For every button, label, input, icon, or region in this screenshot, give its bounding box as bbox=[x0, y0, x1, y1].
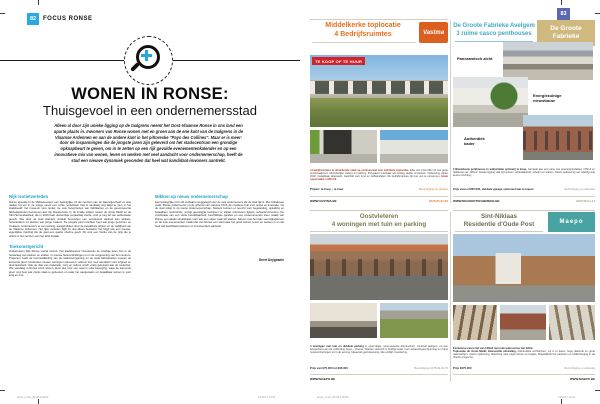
ad-rule bbox=[310, 231, 448, 232]
price-text: Prijs van €75.000 tot €95.000 bbox=[310, 366, 348, 370]
photo-renovated-school bbox=[310, 234, 448, 300]
ad-sint-niklaas-price-row bbox=[453, 366, 595, 370]
for-sale-label: TE KOOP OF TE HUUR bbox=[312, 57, 365, 65]
print-slug-left: focus_ronse_82-83.indd 82 bbox=[17, 396, 49, 399]
photo-caption: Authentiek kader bbox=[464, 136, 485, 146]
ad-description: Centraal aan een oase met woonoppervlakten 175m2 en dakterras van 100m2. Goede ligging vlak bij centrum, winkelaanbod, scholen en station. Casco oplevering met volledig vrije keuze inrichting. bbox=[453, 167, 596, 178]
photo-grote-markt bbox=[453, 234, 595, 302]
ad-description-bold: Toplocatie de Grote Markt, klassevolle uitstraling. bbox=[453, 349, 517, 353]
ad-description: in voormalige, gerenoveerde dorpsschool. Centraal gelegen, op een boogscheut van de verbinding Ieper – Veurne. Worden verkocht in huidige staat, met verkavelingsvergunning en ruime nutsvoorzieningen tot in de woning. Ideaal als gezinswoning, 2de verblijf, investering. bbox=[310, 344, 448, 355]
photo-loft-beams bbox=[453, 305, 497, 340]
vastma-logo: Vastma bbox=[419, 22, 448, 43]
photo-panorama-terrace bbox=[503, 42, 593, 80]
page-number-badge-right: 83 bbox=[557, 8, 570, 20]
ad-rule bbox=[312, 42, 416, 43]
section-label: FOCUS RONSE bbox=[43, 16, 93, 22]
logo-line: De Groote bbox=[550, 25, 582, 32]
ad-vastma-price-row bbox=[310, 187, 448, 191]
logo-line: Fabrieke bbox=[552, 33, 580, 40]
viewing-note: Bezichtiging 0475/46.39.76 bbox=[414, 366, 448, 370]
section-heading: Mikken op nieuw ondernemerschap bbox=[155, 194, 228, 199]
ad-rule bbox=[310, 374, 448, 375]
ad-description-bold: totale oppervlakte 1.000 m2. bbox=[310, 175, 448, 182]
ad-oostvleteren-title bbox=[310, 213, 448, 230]
ad-fabrieke-title bbox=[453, 22, 535, 38]
ad-vastma-title bbox=[310, 22, 416, 39]
photo-warehouse-interior bbox=[310, 130, 377, 163]
crop-mark bbox=[0, 390, 5, 391]
website-link[interactable]: WWW.VASTMA.BE bbox=[310, 199, 337, 203]
ad-title-line: De Groote Fabrieke Avelgem bbox=[453, 23, 535, 29]
magnifier-badge bbox=[124, 36, 173, 85]
ad-rule bbox=[310, 19, 448, 20]
ad-rule bbox=[310, 210, 448, 211]
ad-column-divider bbox=[450, 20, 451, 203]
article-paragraph: Ondertussen kijkt Ronse vooral vooruit. Het stadsbestuur investeerde de voorbije jaren fors in de heraanleg van pleinen en straten, in nieuwe fietsverbindingen en in de vergroening van het centrum. Projecten zoals de herontwikkeling van de stationsomgeving en de oude fabriekssites moeten de komende jaren honderden nieuwe woningen opleveren, telkens met veel aandacht voor erfgoed en duurzaamheid. Ook op vlak van onderwijs, zorg en cultuur wordt volop gebouwd aan de toekomst. Wie vandaag in Ronse komt wonen, kiest dus voor een stad in volle beweging, waar de komende jaren nog heel wat moois staat te gebeuren en waar het aangenaam en betaalbaar wonen is voor jong en oud. bbox=[9, 250, 131, 278]
photo-house-interior bbox=[310, 303, 377, 338]
ad-sint-niklaas-title bbox=[453, 213, 545, 230]
ad-title-line: Sint-Niklaas bbox=[480, 213, 518, 220]
photo-caption: Energiezuinige nieuwbouw bbox=[533, 93, 562, 103]
phone-number[interactable]: 0495/38.04.41 bbox=[575, 199, 595, 203]
ad-column-divider bbox=[450, 212, 451, 382]
ad-description-bold: 3 Nieuwbouw penthouses in authentieke spinnerij te koop. bbox=[453, 167, 527, 171]
photo-caption: Panoramisch zicht bbox=[457, 56, 493, 61]
crop-mark bbox=[561, 0, 562, 5]
crop-mark bbox=[595, 390, 600, 391]
article-column-1 bbox=[9, 194, 131, 283]
ad-vastma-description bbox=[310, 169, 448, 182]
website-link[interactable]: WWW.DEGROOTEFABRIEKE.BE bbox=[453, 199, 500, 203]
photo-loft-interior bbox=[549, 305, 595, 340]
photo-business-units bbox=[310, 55, 448, 127]
ad-fabrieke-price-row bbox=[453, 187, 595, 191]
ad-title-line: 3 ruime casco penthouses bbox=[456, 31, 532, 37]
section-heading: Rijk textielverleden bbox=[9, 194, 49, 199]
ad-rule bbox=[453, 196, 595, 197]
ad-rule bbox=[453, 374, 595, 375]
crop-mark bbox=[38, 399, 39, 404]
ad-oostvleteren-description bbox=[310, 345, 448, 355]
ad-description-bold: 4 woningen met tuin en dubbele parking bbox=[310, 344, 364, 348]
print-date-right: 13/11/17 14:32 bbox=[558, 396, 576, 399]
crop-mark bbox=[561, 399, 562, 404]
ad-title-line: 4 Bedrijfsruimtes bbox=[334, 30, 392, 38]
ad-description: Elke unit circa 250 m2 met grote sectionaalpoort, afzonderlijke meters en parking. Polyvalent inzetbaar als opslag, atelier of kantoor. Oplevering winter 2018, instapklaar afgewerkt. Geschikt voor kmo en zelfstandigen. De bedrijfsruimtes zijn per unit te verwerven, bbox=[310, 168, 448, 179]
price-text: Prijs casco €265.000, dubbele garage optioneel aan te kopen bbox=[453, 187, 534, 191]
ad-sint-niklaas-description bbox=[453, 347, 595, 360]
author-byline: Geert Deygnaele bbox=[258, 257, 284, 262]
ad-title-line: Middelkerke toplocatie bbox=[325, 22, 401, 29]
ad-title-line: 4 woningen met tuin en parking bbox=[331, 221, 427, 229]
article-subtitle: Thuisgevoel in een ondernemersstad bbox=[43, 103, 257, 118]
plus-icon bbox=[145, 50, 149, 61]
ad-title-line: Residentie d'Oude Post bbox=[463, 221, 535, 229]
phone-number[interactable]: 0475/45.21.65 bbox=[428, 199, 448, 203]
ad-title-line: Oostvleteren bbox=[359, 213, 399, 220]
viewing-note: Bezichtiging op afspraak bbox=[564, 187, 595, 191]
photo-factory-facade bbox=[523, 115, 593, 160]
crop-mark bbox=[0, 13, 5, 14]
photo-garden bbox=[380, 303, 448, 338]
ad-oostvleteren-contact-row bbox=[310, 377, 448, 381]
ad-rule bbox=[455, 231, 543, 232]
ad-fabrieke-contact-row bbox=[453, 199, 595, 203]
article-title: WONEN IN RONSE: bbox=[71, 85, 229, 103]
print-slug-right: focus_ronse_82-83.indd 83 bbox=[317, 396, 349, 399]
section-heading: Toekomstgericht bbox=[9, 243, 44, 249]
page-number-badge-left: 82 bbox=[27, 13, 39, 25]
article-paragraph: Ronse speelde in de Middeleeuwen een belangrijke rol als centrum van de lakennijverheid en was nadien tot ver in de vorige eeuw een echte textielstad. Dat is vandaag nog altijd te zien in het stadsbeeld: het museum voor textiel, de vele herenhuizen van fabrikanten en de gerenoveerde fabriekspanden herinneren aan die bloeiperiode. In de smalle straten tussen de Grote Markt en de Sint-Hermesbasiliek, die in 2019 haar duizendste verjaardag vierde, vind je nog tal van authentieke gevels. Wie door de stad wandelt, ontdekt bovendien een verrassend aanbod aan winkels, horecazaken en ateliers van jonge makers. De jongste jaren kochten heel wat jonge gezinnen en creatieve ondernemers er een woning, aangetrokken door de betaalbare prijzen en de nabijheid van de Vlaamse Ardennen. Het rijke verleden blijft zo niet alleen bewaard, het krijgt ook een nieuwe, eigentijdse invulling die de stad een aparte charme geeft. Dit voor een fractie van de prijs die je elders in het centrum van het land betaalt. bbox=[9, 200, 131, 238]
article-paragraph: Een belangrijke rol in dit verhaal is weggelegd voor de vele ondernemers die de stad rijk is. Met initiatieven zoals 'Ronse onderneemt' en de uitbouw van campus TIO3, dé creatieve hub voor textiel en innovatie, zet de stad volop in op nieuw ondernemerschap. Starters kunnen er terecht voor begeleiding, opleiding en betaalbare werkruimte, terwijl gevestigde bedrijven er elkaar ontmoeten tijdens netwerkmomenten. De combinatie van een vlotte bereikbaarheid, beschikbare panden en een ondernemende sfeer maakt van Ronse een ideale uitvalsbasis voor wie een eigen zaak wil starten. Samen met het rijke verenigingsleven en de vele evenementen maakt dat van Ronse een stad waar het goed wonen, leven en werken is en die heel wat kandidaat-inwoners en investeerders aantrekt. bbox=[155, 200, 284, 228]
crop-mark bbox=[595, 13, 600, 14]
ad-description: Authentieke architectuur, vrij in te delen, hoge plafonds en grote raampartijen. Casco oplevering, afwerking naar eigen keuze en budget. Mogelijkheid tot parkeren en kelderberging in de directe omgeving. bbox=[453, 349, 596, 360]
print-date-left: 13/11/17 14:32 bbox=[258, 396, 276, 399]
ad-description-bold: 4 bedrijfsruimtes in uitstekende staat op commercieel zeer zichtbare toplocatie. bbox=[310, 168, 410, 172]
ad-description-bold: Exclusieve casco loft van 140m2 met ruim patio-terras van 22m2. bbox=[453, 346, 534, 350]
ad-sint-niklaas-contact-row bbox=[453, 377, 595, 381]
ad-rule bbox=[453, 210, 595, 211]
magnifier-handle-icon bbox=[130, 62, 140, 72]
website-link[interactable]: WWW.MAEPO.BE bbox=[310, 377, 336, 381]
maepo-logo: Maepo bbox=[548, 212, 595, 232]
article-intro: Alleen al door zijn unieke ligging op de taalgrens neemt het Oost-Vlaamse Ronse in ons land een aparte plaats in. Inwoners van Ronse wonen met en groen aan de ene kant van de taalgrens in de Vlaamse Ardennen en aan de andere kant in het pittoreske "Pays des Collines". Maar er is meer: door de inspanningen die de jongste jaren zijn geleverd om het stadscentrum een grondige opknapbeurt te geven, om in te zetten op een rijk gevulde evenementenkalender en op een innovatieve mix van wonen, leven en werken met veel aandacht voor ondernemerschap, heeft de stad een nieuwe dynamiek gevonden dat heel wat kandidaat-inwoners aantrekt. bbox=[53, 123, 244, 163]
price-text: Prijs €275.000 bbox=[453, 366, 472, 370]
ad-fabrieke-description bbox=[453, 168, 595, 178]
photo-patio-terrace bbox=[500, 305, 546, 340]
website-link[interactable]: WWW.MAEPO.BE bbox=[569, 377, 595, 381]
viewing-note: Bezichtiging ter plaatse bbox=[419, 187, 448, 191]
crop-mark bbox=[38, 0, 39, 5]
price-text: Prijzen: te koop – te huur bbox=[310, 187, 344, 191]
article-column-2 bbox=[155, 194, 284, 262]
photo-warehouse-exterior bbox=[380, 130, 448, 163]
viewing-note: Bezichtiging op afspraak bbox=[564, 366, 595, 370]
photo-new-building bbox=[453, 77, 528, 127]
ad-vastma-contact-row bbox=[310, 199, 448, 203]
ad-oostvleteren-price-row bbox=[310, 366, 448, 370]
ad-rule bbox=[310, 196, 448, 197]
